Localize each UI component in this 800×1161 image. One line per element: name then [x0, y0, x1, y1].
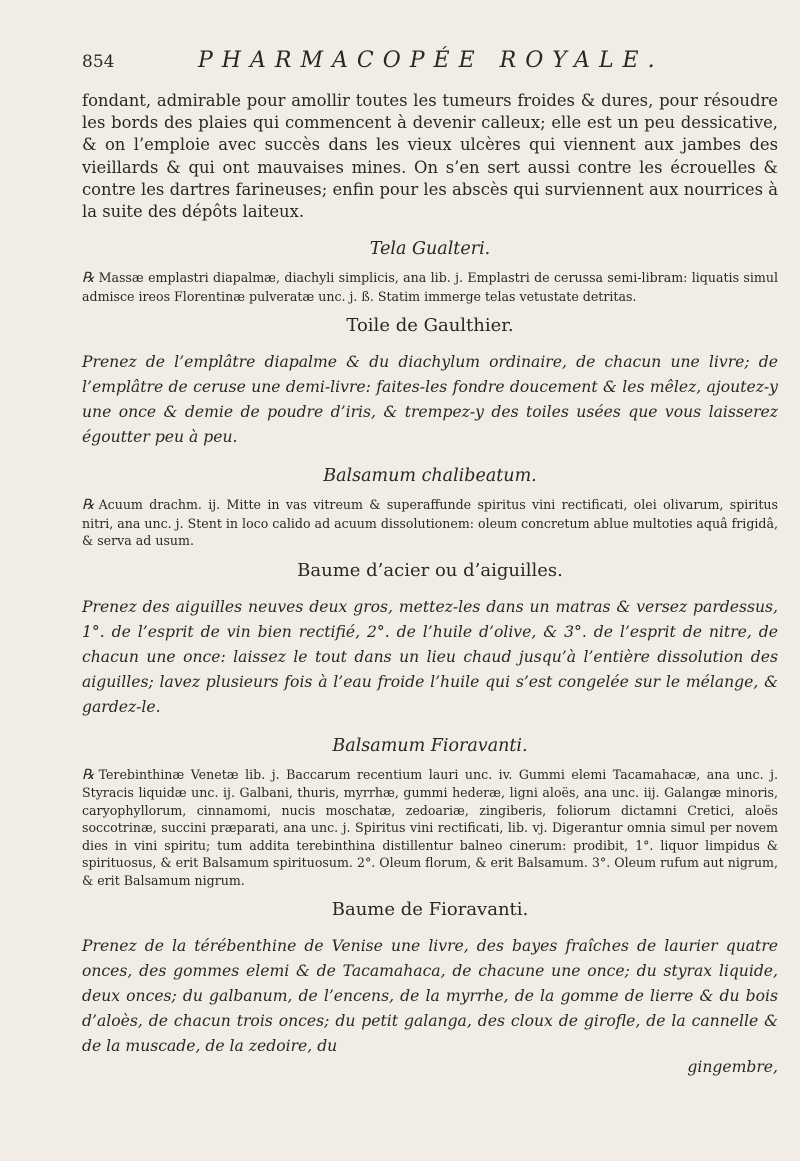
latin-recipe-title: Tela Gualteri. [369, 239, 491, 260]
page-number: 854 [82, 52, 115, 72]
catchword: gingembre, [687, 1058, 778, 1077]
latin-recipe-title: Balsamum chalibeatum. [323, 466, 537, 487]
recipe-symbol-icon: ℞ [82, 497, 95, 514]
recipe-symbol-icon: ℞ [82, 766, 95, 783]
latin-recipe-text: Acuum drachm. ij. Mitte in vas vitreum & superaffunde spiritus vini rectificati, olei olivarum, spiritus nitri, ana unc. j. Stent in loco calido ad acuum dissolutionem: oleum concretum ablue multoties aquâ frigidâ, & serva ad usum. [82, 497, 778, 549]
page-header [82, 48, 778, 82]
latin-recipe [82, 269, 778, 305]
french-recipe-title: Baume d’acier ou d’aiguilles. [297, 559, 563, 581]
running-title: PHARMACOPÉE ROYALE. [198, 48, 664, 73]
french-recipe-title: Toile de Gaulthier. [346, 315, 514, 337]
french-recipe-text: Prenez de l’emplâtre diapalme & du diachylum ordinaire, de chacun une livre; de l’emplâtre de ceruse une demi-livre: faites-les fondre doucement & les mêlez, ajoutez-y une once & demie de poudre d’iris, & trempez-y des toiles usées que vous laisserez égoutter peu à peu. [82, 353, 778, 447]
latin-recipe [82, 766, 778, 890]
latin-recipe-title: Balsamum Fioravanti. [332, 735, 528, 756]
recipe-symbol-icon: ℞ [82, 270, 95, 287]
book-page [82, 48, 778, 1076]
french-recipe-title: Baume de Fioravanti. [331, 899, 529, 921]
french-recipe-text: Prenez de la térébenthine de Venise une livre, des bayes fraîches de laurier quatre onces, des gommes elemi & de Tacamahaca, de chacune une once; du styrax liquide, deux onces; du galbanum, de l’encens, de la myrrhe, de la gomme de lierre & du bois d’aloès, de chacun trois onces; du petit galanga, des cloux de girofle, de la cannelle & de la muscade, de la zedoire, du [82, 937, 778, 1056]
french-recipe-text: Prenez des aiguilles neuves deux gros, mettez-les dans un matras & versez pardessus, 1°. de l’esprit de vin bien rectifié, 2°. de l’huile d’olive, & 3°. de l’esprit de nitre, de chacun une once: laissez le tout dans un lieu chaud jusqu’à l’entière dissolution des aiguilles; lavez plusieurs fois à l’eau froide l’huile qui s’est congelée sur le mélange, & gardez-le. [82, 597, 778, 716]
intro-paragraph: fondant, admirable pour amollir toutes les tumeurs froides & dures, pour résoudre les bords des plaies qui commencent à devenir calleux; elle est un peu dessicative, & on l’emploie avec succès dans les vieux ulcères qui viennent aux jambes des vieillards & qui ont mauvaises mines. On s’en sert aussi contre les écrouelles & contre les dartres farineuses; enfin pour les abscès qui surviennent aux nourrices à la suite des dépôts laiteux. [82, 91, 778, 222]
latin-recipe-text: Massæ emplastri diapalmæ, diachyli simplicis, ana lib. j. Emplastri de cerussa semi-libram: liquatis simul admisce ireos Florentinæ pulveratæ unc. j. ß. Statim immerge telas vetustate detritas. [82, 270, 778, 304]
latin-recipe-text: Terebinthinæ Venetæ lib. j. Baccarum recentium lauri unc. iv. Gummi elemi Tacamahacæ, ana unc. j. Styracis liquidæ unc. ij. Galbani, thuris, myrrhæ, gummi hederæ, ligni aloës, ana unc. iij. Galangæ minoris, caryophyllorum, cinnamomi, nucis moschatæ, zedoariæ, zingiberis, foliorum dictamni Cretici, aloës soccotrinæ, succini præparati, ana unc. j. Spiritus vini rectificati, lib. vj. Digerantur omnia simul per novem dies in vini spiritu; tum addita terebinthina distillentur balneo cinerum: prodibit, 1°. liquor limpidus & spirituosus, & erit Balsamum spirituosum. 2°. Oleum florum, & erit Balsamum. 3°. Oleum rufum aut nigrum, & erit Balsamum nigrum. [82, 766, 778, 888]
latin-recipe [82, 496, 778, 550]
